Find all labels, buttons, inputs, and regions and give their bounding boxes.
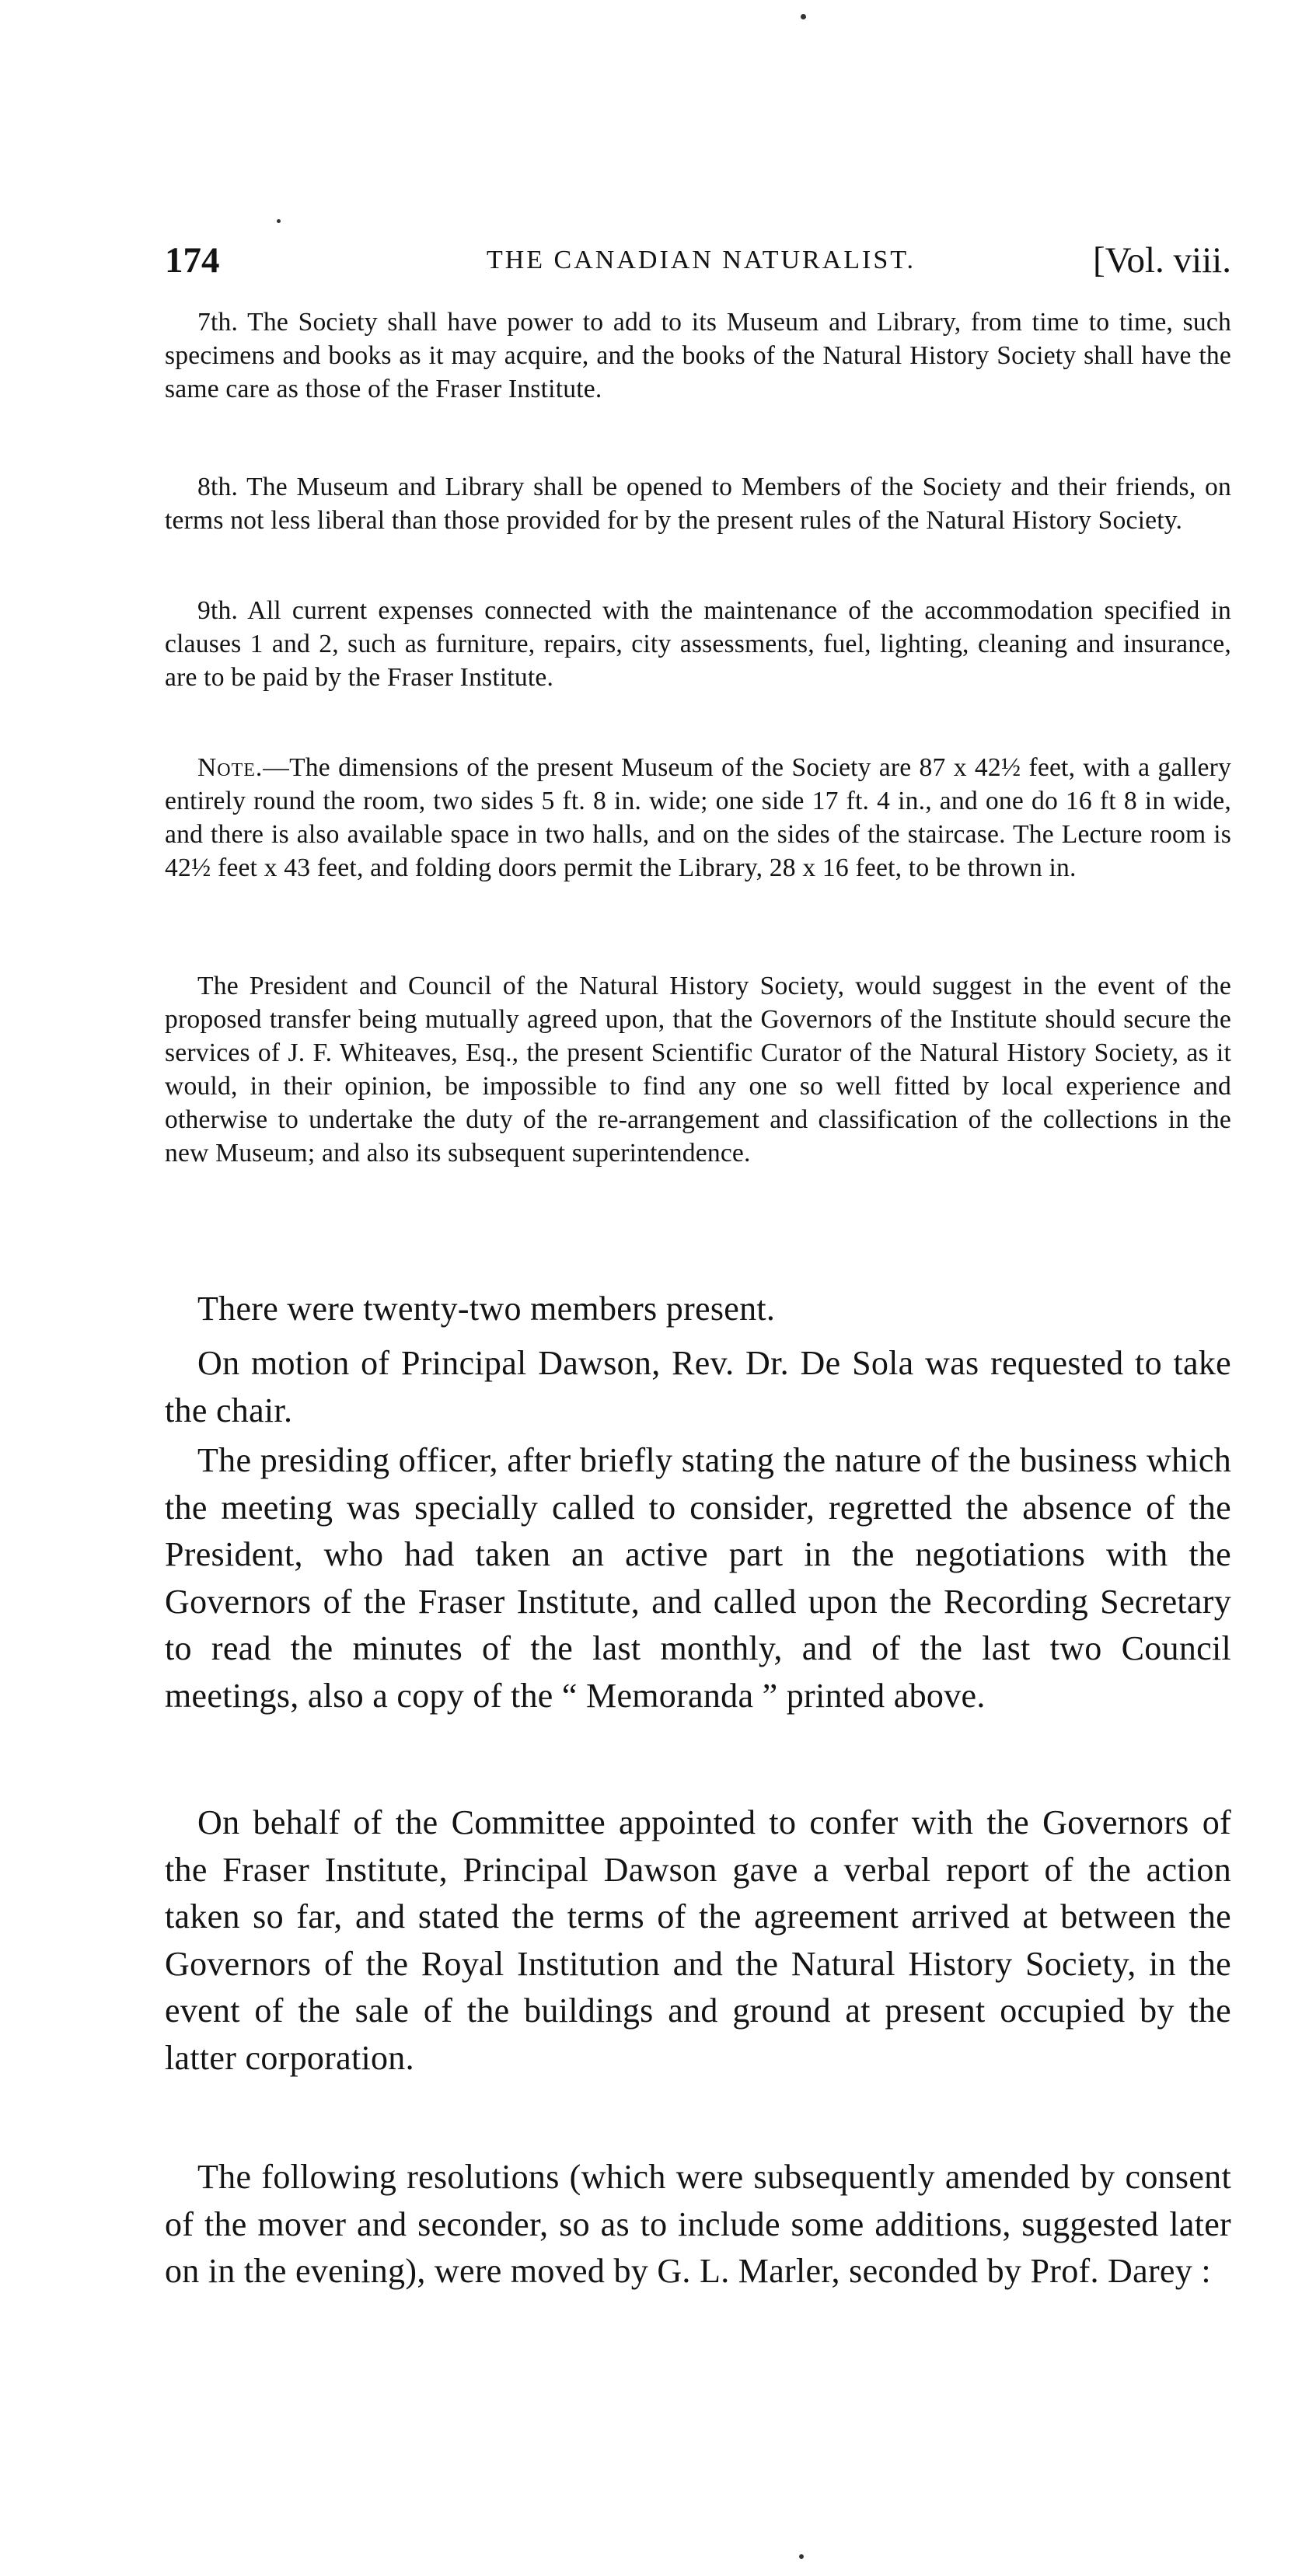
clause-9-text: 9th. All current expenses connected with the maintenance of the accommodation specified in clauses 1 and 2, such as furniture, repairs, city assessments, fuel, lighting, cleaning and insurance, are to be paid by the Fraser Institute. (165, 596, 1231, 692)
resolutions-text: The following resolutions (which were subsequently amended by consent of the mover and seconder, so as to include some additions, suggested later on in the evening), were moved by G. L. Marler, seconded by Prof. Darey : (165, 2158, 1231, 2290)
museum-note (165, 751, 1231, 885)
presiding-officer-text: The presiding officer, after briefly stating the nature of the business which the meeting was specially called to consider, regretted the absence of the President, who had taken an active part in the negotiations with the Governors of the Fraser Institute, and called upon the Recording Secretary to read the minutes of the last monthly, and of the last two Council meetings, also a copy of the “ Memoranda ” printed above. (165, 1441, 1231, 1715)
members-present-text: There were twenty-two members present. (197, 1290, 776, 1328)
page-number: 174 (165, 240, 220, 281)
scan-speck (277, 219, 281, 223)
volume-label: [Vol. viii. (1092, 240, 1231, 281)
committee-report-text: On behalf of the Committee appointed to confer with the Governors of the Fraser Institute, Principal Dawson gave a verbal report of the action taken so far, and stated the terms of the agreement arrived at between the Governors of the Royal Institution and the Natural History Society, in the event of the sale of the buildings and ground at present occupied by the latter corporation. (165, 1803, 1231, 2077)
clause-9 (165, 594, 1231, 694)
note-label: Note. (197, 753, 264, 782)
chair-motion (165, 1340, 1231, 1434)
scan-speck (799, 2554, 804, 2559)
museum-note-paragraph (165, 751, 1231, 885)
committee-report-paragraph (165, 1799, 1231, 2082)
page-header (165, 233, 1231, 288)
council-recommendation (165, 969, 1231, 1170)
note-text: —The dimensions of the present Museum of the Society are 87 x 42½ feet, with a gallery entirely round the room, two sides 5 ft. 8 in. wide; one side 17 ft. 4 in., and one do 16 ft 8 in wide, and there is also available space in two halls, and on the sides of the staircase. The Lecture room is 42½ feet x 43 feet, and folding doors permit the Library, 28 x 16 feet, to be thrown in. (165, 753, 1231, 882)
clause-8 (165, 470, 1231, 537)
clause-7-text: 7th. The Society shall have power to add to its Museum and Library, from time to time, such specimens and books as it may acquire, and the books of the Natural History Society shall have the same care as those of the Fraser Institute. (165, 308, 1231, 403)
council-recommendation-text: The President and Council of the Natural History Society, would suggest in the event of the proposed transfer being mutually agreed upon, that the Governors of the Institute should secure the services of J. F. Whiteaves, Esq., the present Scientific Curator of the Natural History Society, as it would, in their opinion, be impossible to find any one so well fitted by local experience and otherwise to undertake the duty of the re-arrangement and classification of the collections in the new Museum; and also its subsequent superintendence. (165, 972, 1231, 1168)
presiding-officer-paragraph (165, 1437, 1231, 1719)
resolutions-paragraph (165, 2154, 1231, 2295)
chair-motion-text: On motion of Principal Dawson, Rev. Dr. De Sola was requested to take the chair. (165, 1344, 1231, 1429)
running-head: THE CANADIAN NATURALIST. (486, 246, 916, 274)
clause-8-text: 8th. The Museum and Library shall be opened to Members of the Society and their friends, on terms not less liberal than those provided for by the present rules of the Natural History Society. (165, 473, 1231, 535)
members-present (165, 1286, 1231, 1333)
clause-7 (165, 305, 1231, 406)
scan-speck (801, 14, 806, 19)
